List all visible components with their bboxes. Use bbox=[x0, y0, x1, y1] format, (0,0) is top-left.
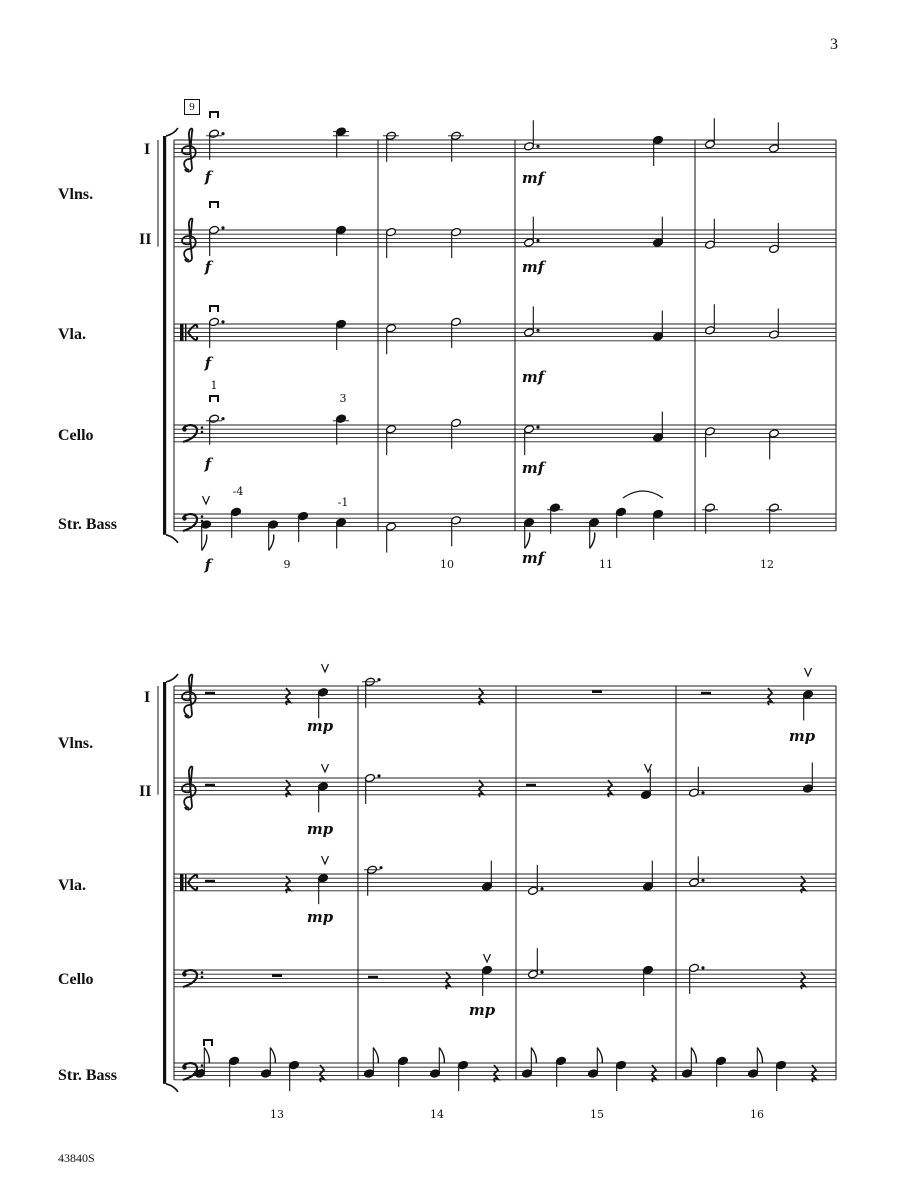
note bbox=[653, 509, 664, 540]
label-viola-2: Vla. bbox=[58, 877, 86, 894]
label-viola-1: Vla. bbox=[58, 326, 86, 343]
clef-bar bbox=[185, 874, 187, 891]
treble-clef-icon bbox=[182, 767, 196, 810]
label-violins-1: Vlns. bbox=[58, 186, 94, 203]
note bbox=[803, 690, 814, 721]
clef-bar bbox=[180, 874, 184, 891]
dynamic-forte: f bbox=[204, 455, 212, 473]
dynamic-forte: f bbox=[204, 354, 212, 372]
dynamic-mezzo_piano: mp bbox=[306, 820, 334, 838]
augmentation-dot bbox=[221, 417, 224, 420]
measure-number: 13 bbox=[270, 1108, 284, 1121]
augmentation-dot bbox=[701, 879, 704, 882]
dynamic-mezzo_forte: mf bbox=[521, 549, 545, 567]
up-bow-icon bbox=[322, 856, 329, 864]
slur bbox=[623, 491, 663, 498]
label-cello-1: Cello bbox=[58, 427, 94, 444]
note bbox=[705, 304, 716, 335]
fingering: 3 bbox=[339, 392, 347, 405]
fingering: 1 bbox=[210, 379, 218, 392]
flag bbox=[757, 1048, 762, 1064]
staff-s2-0 bbox=[174, 686, 836, 703]
dynamic-mezzo_piano: mp bbox=[306, 908, 334, 926]
note bbox=[653, 412, 664, 443]
fingering: -4 bbox=[232, 485, 244, 498]
label-violin-ii-2: II bbox=[139, 783, 152, 800]
whole-rest-icon bbox=[272, 974, 282, 977]
note bbox=[524, 120, 535, 151]
catalog-code: 43840S bbox=[58, 1151, 95, 1165]
label-violins-2: Vlns. bbox=[58, 735, 94, 752]
half-rest-icon bbox=[205, 784, 215, 787]
label-bass-2: Str. Bass bbox=[58, 1067, 117, 1084]
label-bass-1: Str. Bass bbox=[58, 516, 117, 533]
staff-s1-2 bbox=[174, 324, 836, 341]
dynamic-mezzo_piano: mp bbox=[788, 727, 816, 745]
clef-dot bbox=[182, 972, 186, 976]
clef-dot bbox=[201, 426, 204, 429]
augmentation-dot bbox=[379, 866, 382, 869]
note bbox=[482, 965, 493, 996]
clef-bar bbox=[185, 324, 187, 341]
treble-clef-icon bbox=[182, 219, 196, 262]
note bbox=[528, 948, 539, 979]
treble-clef-icon bbox=[182, 675, 196, 718]
up-bow-icon bbox=[484, 954, 491, 962]
measure-number: 10 bbox=[440, 558, 454, 571]
measure-number: 14 bbox=[430, 1108, 444, 1121]
flag bbox=[590, 532, 595, 548]
measure-number: 15 bbox=[590, 1108, 604, 1121]
up-bow-icon bbox=[322, 664, 329, 672]
augmentation-dot bbox=[536, 426, 539, 429]
clef-bar bbox=[180, 324, 184, 341]
note bbox=[336, 319, 347, 350]
note bbox=[524, 518, 535, 549]
flag bbox=[270, 1048, 275, 1064]
clef-dot bbox=[201, 976, 204, 979]
flag bbox=[202, 535, 207, 551]
flag bbox=[269, 535, 274, 551]
measure-number: 12 bbox=[760, 558, 774, 571]
augmentation-dot bbox=[221, 132, 224, 135]
augmentation-dot bbox=[536, 145, 539, 148]
augmentation-dot bbox=[540, 971, 543, 974]
augmentation-dot bbox=[701, 966, 704, 969]
dynamic-mezzo_forte: mf bbox=[521, 368, 545, 386]
note bbox=[318, 782, 329, 813]
note bbox=[209, 225, 220, 256]
label-violin-ii-1: II bbox=[139, 231, 152, 248]
down-bow-icon bbox=[210, 112, 218, 118]
up-bow-icon bbox=[805, 668, 812, 676]
note bbox=[386, 324, 397, 355]
dynamic-forte: f bbox=[204, 168, 212, 186]
augmentation-dot bbox=[701, 791, 704, 794]
note bbox=[769, 122, 780, 153]
staff-s2-1 bbox=[174, 778, 836, 795]
system-bracket bbox=[163, 682, 166, 1084]
page-number: 3 bbox=[830, 36, 838, 53]
note bbox=[643, 861, 654, 892]
note bbox=[528, 865, 539, 896]
augmentation-dot bbox=[377, 678, 380, 681]
down-bow-icon bbox=[210, 396, 218, 402]
bracket-hook bbox=[166, 1084, 178, 1092]
note bbox=[482, 861, 493, 892]
dynamic-mezzo_forte: mf bbox=[521, 258, 545, 276]
down-bow-icon bbox=[210, 202, 218, 208]
bracket-hook bbox=[166, 128, 178, 136]
fingering: -1 bbox=[337, 496, 349, 509]
flag bbox=[691, 1048, 696, 1064]
up-bow-icon bbox=[322, 764, 329, 772]
staff-s1-3 bbox=[174, 425, 836, 442]
staff-s2-3 bbox=[174, 970, 836, 987]
clef-dot bbox=[201, 1064, 204, 1067]
half-rest-icon bbox=[368, 976, 378, 979]
staff-s2-4 bbox=[174, 1063, 836, 1080]
note bbox=[268, 520, 279, 551]
dynamic-forte: f bbox=[204, 556, 212, 574]
note bbox=[524, 425, 535, 456]
clef-dot bbox=[182, 427, 186, 431]
bracket-hook bbox=[166, 535, 178, 543]
augmentation-dot bbox=[221, 320, 224, 323]
staff-s1-1 bbox=[174, 230, 836, 247]
rehearsal-mark: 9 bbox=[184, 99, 200, 115]
system-bracket bbox=[163, 136, 166, 535]
note bbox=[318, 874, 329, 905]
dynamic-mezzo_piano: mp bbox=[306, 717, 334, 735]
note bbox=[524, 306, 535, 337]
measure-number: 11 bbox=[599, 558, 613, 571]
flag bbox=[597, 1048, 602, 1064]
note bbox=[643, 965, 654, 996]
flag bbox=[373, 1048, 378, 1064]
staff-s1-0 bbox=[174, 140, 836, 157]
half-rest-icon bbox=[205, 880, 215, 883]
augmentation-dot bbox=[540, 887, 543, 890]
treble-clef-icon bbox=[182, 129, 196, 172]
note bbox=[705, 118, 716, 149]
augmentation-dot bbox=[536, 329, 539, 332]
note bbox=[201, 520, 212, 551]
note bbox=[653, 135, 664, 166]
clef-dot bbox=[201, 431, 204, 434]
flag bbox=[439, 1048, 444, 1064]
label-violin-i-2: I bbox=[144, 689, 151, 706]
note bbox=[689, 856, 700, 887]
dynamic-mezzo_forte: mf bbox=[521, 169, 545, 187]
clef-dot bbox=[201, 971, 204, 974]
up-bow-icon bbox=[203, 496, 210, 504]
clef-dot bbox=[201, 515, 204, 518]
flag bbox=[531, 1048, 536, 1064]
whole-rest-icon bbox=[592, 690, 602, 693]
note bbox=[336, 518, 347, 549]
flag bbox=[204, 1048, 209, 1064]
note bbox=[524, 217, 535, 248]
measure-number: 16 bbox=[750, 1108, 764, 1121]
note bbox=[769, 429, 780, 460]
dynamic-mezzo_piano: mp bbox=[468, 1001, 496, 1019]
staff-s2-2 bbox=[174, 874, 836, 891]
note bbox=[386, 522, 397, 553]
down-bow-icon bbox=[204, 1040, 212, 1046]
half-rest-icon bbox=[526, 784, 536, 787]
note bbox=[336, 225, 347, 256]
note bbox=[653, 217, 664, 248]
down-bow-icon bbox=[210, 306, 218, 312]
note bbox=[386, 425, 397, 456]
half-rest-icon bbox=[701, 692, 711, 695]
dynamic-mezzo_forte: mf bbox=[521, 459, 545, 477]
clef-dot bbox=[182, 516, 186, 520]
note bbox=[589, 518, 600, 549]
augmentation-dot bbox=[221, 226, 224, 229]
label-cello-2: Cello bbox=[58, 971, 94, 988]
augmentation-dot bbox=[377, 774, 380, 777]
bracket-hook bbox=[166, 674, 178, 682]
measure-number: 9 bbox=[283, 558, 291, 571]
label-violin-i-1: I bbox=[144, 141, 151, 158]
augmentation-dot bbox=[536, 239, 539, 242]
dynamic-forte: f bbox=[204, 258, 212, 276]
half-rest-icon bbox=[205, 692, 215, 695]
clef-dot bbox=[182, 1065, 186, 1069]
note bbox=[365, 773, 376, 804]
note bbox=[653, 311, 664, 342]
flag bbox=[525, 532, 530, 548]
note bbox=[641, 769, 652, 800]
